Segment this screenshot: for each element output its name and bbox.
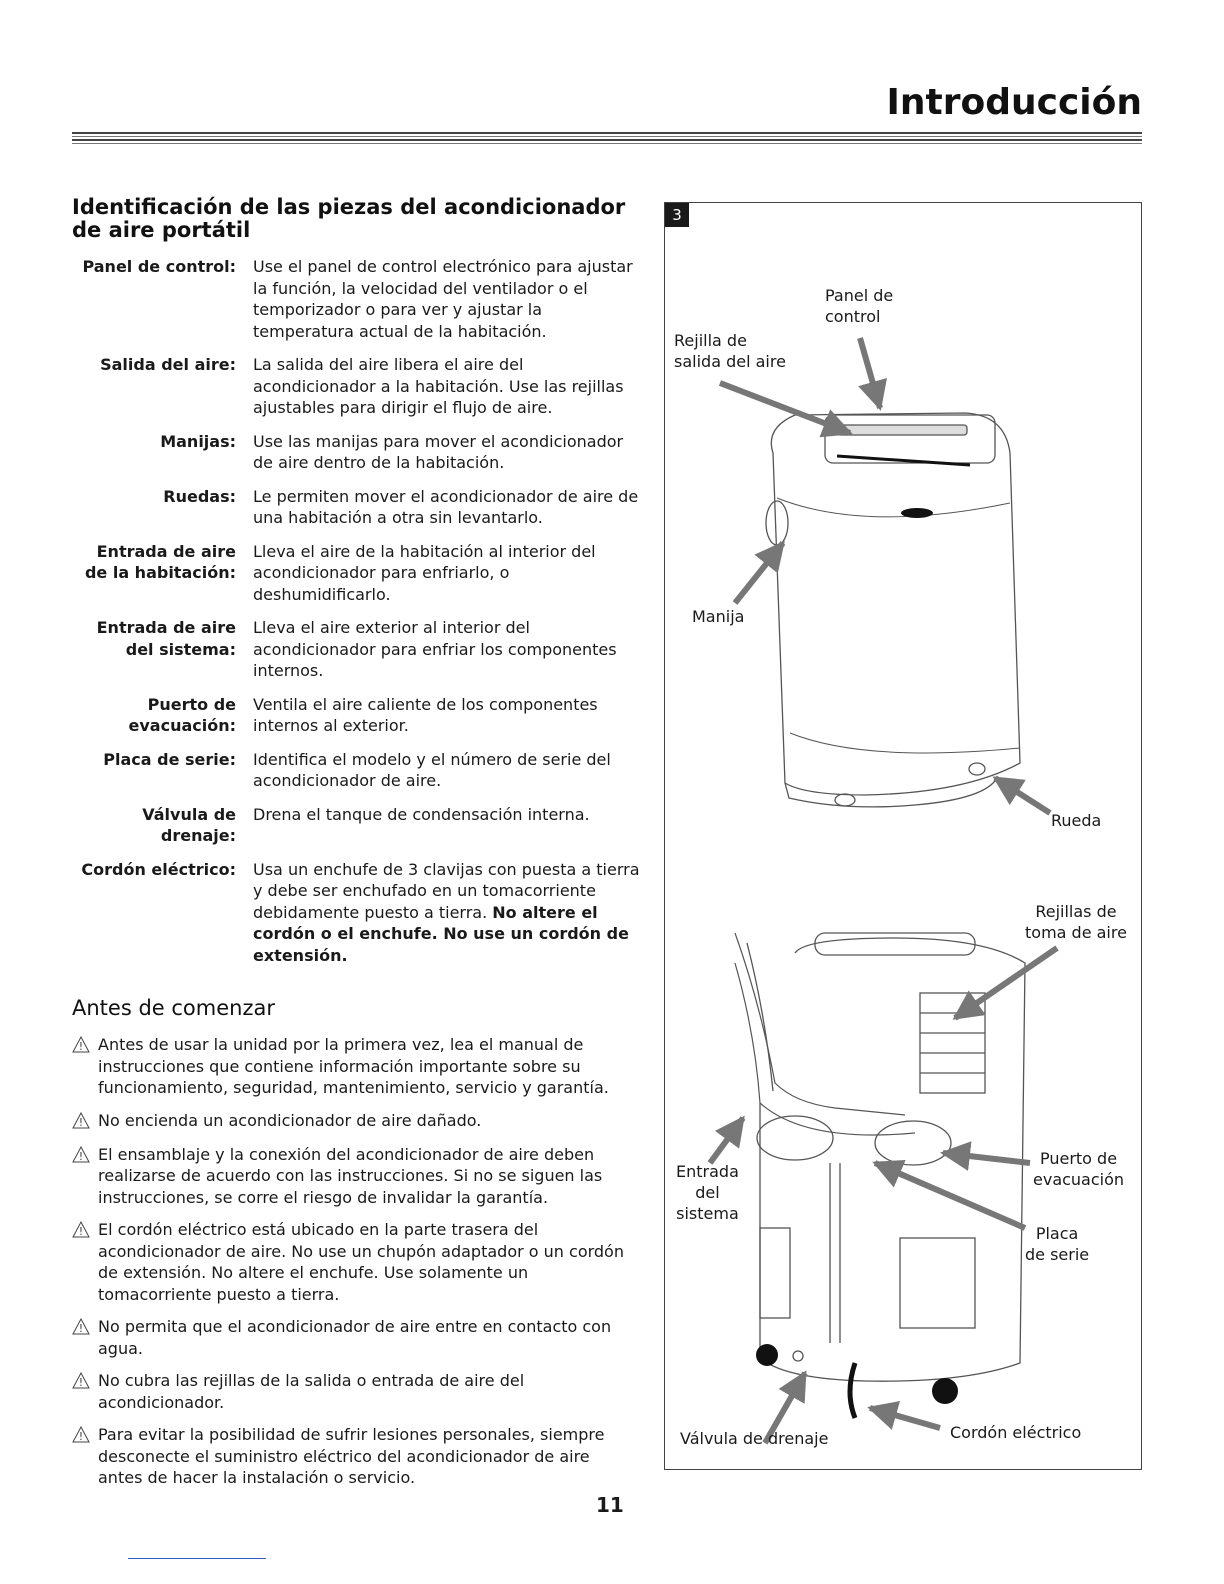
callout-entrada-sistema — [676, 1161, 739, 1224]
callout-line: Puerto de — [1039, 1149, 1118, 1168]
warning-item — [72, 1144, 632, 1209]
parts-list — [72, 256, 647, 978]
callout-line: control — [825, 307, 881, 326]
warning-item — [72, 1316, 632, 1359]
warning-text: No encienda un acondicionador de aire dañado. — [98, 1110, 482, 1130]
warning-item — [72, 1424, 632, 1489]
part-description-warning: No altere el cordón o el enchufe. No use un cordón de extensión. — [253, 902, 629, 965]
part-term: Ruedas: — [163, 486, 236, 506]
warning-text: No cubra las rejillas de la salida o entrada de aire del acondicionador. — [98, 1371, 525, 1412]
part-item — [72, 256, 647, 342]
part-description: Lleva el aire de la habitación al interior del acondicionador para enfriarlo, o deshumidificarlo. — [253, 541, 596, 604]
svg-text:!: ! — [78, 1430, 84, 1443]
warning-item — [72, 1219, 632, 1305]
page-number: 11 — [596, 1493, 624, 1517]
part-item — [72, 354, 647, 419]
callout-panel-control — [825, 285, 893, 327]
callout-line: salida del aire — [674, 352, 786, 371]
callout-line: del — [695, 1183, 720, 1202]
callout-line: de serie — [1025, 1245, 1090, 1264]
footer-link-line — [128, 1558, 266, 1559]
part-description: Le permiten mover el acondicionador de aire de una habitación a otra sin levantarlo. — [253, 486, 639, 527]
part-item — [72, 859, 647, 967]
callout-line: sistema — [676, 1204, 739, 1223]
warning-triangle-icon — [72, 1036, 98, 1099]
front-unit-drawing — [766, 413, 1020, 807]
part-term: Puerto de evacuación: — [128, 694, 236, 735]
callout-line: evacuación — [1033, 1170, 1125, 1189]
part-item — [72, 749, 647, 792]
part-description: Ventila el aire caliente de los componentes internos al exterior. — [253, 694, 598, 735]
figure-number-badge: 3 — [665, 203, 689, 227]
callout-cordon-electrico: Cordón eléctrico — [950, 1423, 1082, 1442]
svg-text:!: ! — [78, 1040, 84, 1053]
warning-item — [72, 1110, 632, 1133]
part-description: Use las manijas para mover el acondicionador de aire dentro de la habitación. — [253, 431, 624, 472]
warning-triangle-icon — [72, 1426, 98, 1489]
header-rule — [72, 132, 1142, 148]
warning-triangle-icon — [72, 1221, 98, 1305]
warning-triangle-icon — [72, 1318, 98, 1359]
part-term: Válvula de drenaje: — [142, 804, 236, 845]
parts-heading: Identificación de las piezas del acondicionador de aire portátil — [72, 195, 626, 242]
part-description: La salida del aire libera el aire del acondicionador a la habitación. Use las rejillas ajustables para dirigir el flujo de aire. — [253, 355, 624, 417]
callout-placa-serie — [1025, 1223, 1089, 1265]
figure-panel — [664, 202, 1142, 1470]
part-item — [72, 486, 647, 529]
part-item — [72, 541, 647, 606]
air-conditioner-illustration — [665, 203, 1141, 1469]
part-term: Manijas: — [160, 431, 236, 451]
part-item — [72, 431, 647, 474]
warning-text: No permita que el acondicionador de aire entre en contacto con agua. — [98, 1317, 612, 1358]
callout-rejillas-toma — [1025, 901, 1127, 943]
part-term: Salida del aire: — [100, 355, 236, 374]
callout-valvula-drenaje: Válvula de drenaje — [680, 1429, 829, 1448]
section-title: Introducción — [886, 82, 1142, 123]
callout-manija: Manija — [692, 607, 745, 626]
part-term: Placa de serie: — [103, 749, 236, 769]
part-item — [72, 617, 647, 682]
part-description: Use el panel de control electrónico para ajustar la función, la velocidad del ventilador o el temporizador o para ver y ajustar la temperatura actual de la habitación. — [253, 257, 633, 341]
svg-text:!: ! — [78, 1225, 84, 1238]
callout-line: Rejilla de — [674, 331, 747, 350]
part-item — [72, 694, 647, 737]
warning-item — [72, 1034, 632, 1099]
callout-line: Placa — [1035, 1224, 1079, 1243]
svg-text:!: ! — [78, 1149, 84, 1163]
callout-puerto-evacuacion — [1033, 1148, 1124, 1190]
part-term: Entrada de aire de la habitación: — [84, 541, 236, 582]
callout-line: Entrada — [676, 1162, 739, 1181]
before-heading: Antes de comenzar — [72, 996, 275, 1020]
callout-line: Rejillas de — [1035, 902, 1117, 921]
warning-list — [72, 1034, 632, 1500]
part-term: Panel de control: — [82, 257, 236, 276]
part-description: Lleva el aire exterior al interior del acondicionador para enfriar los componentes internos. — [253, 618, 617, 680]
warning-triangle-icon — [72, 1372, 98, 1413]
warning-text: El ensamblaje y la conexión del acondicionador de aire deben realizarse de acuerdo con las instrucciones. Si no se siguen las instrucciones, se corre el riesgo de invalidar la garantía. — [98, 1144, 603, 1207]
callout-line: Panel de — [825, 286, 894, 305]
svg-text:!: ! — [78, 1322, 84, 1335]
callout-rueda: Rueda — [1051, 811, 1102, 830]
part-description — [253, 859, 647, 967]
part-item — [72, 804, 647, 847]
warning-triangle-icon — [72, 1146, 98, 1209]
part-description-text: Usa un enchufe de 3 clavijas con puesta a tierra y debe ser enchufado en un tomacorriente debidamente puesto a tierra. — [253, 859, 640, 922]
part-term: Cordón eléctrico: — [81, 859, 236, 879]
callout-line: toma de aire — [1025, 923, 1127, 942]
svg-text:!: ! — [78, 1376, 84, 1389]
warning-triangle-icon — [72, 1112, 98, 1133]
warning-item — [72, 1370, 632, 1413]
part-term: Entrada de aire del sistema: — [96, 618, 236, 659]
svg-text:!: ! — [78, 1115, 84, 1129]
rear-unit-drawing — [735, 933, 1025, 1418]
part-description: Identifica el modelo y el número de serie del acondicionador de aire. — [253, 749, 611, 790]
warning-text: Antes de usar la unidad por la primera vez, lea el manual de instrucciones que contiene información importante sobre su funcionamiento, seguridad, mantenimiento, servicio y garantía. — [98, 1035, 609, 1097]
warning-text: Para evitar la posibilidad de sufrir lesiones personales, siempre desconecte el suministro eléctrico del acondicionador de aire antes de hacer la instalación o servicio. — [98, 1425, 605, 1487]
callout-rejilla-salida — [674, 330, 786, 372]
warning-text: El cordón eléctrico está ubicado en la parte trasera del acondicionador de aire. No use un chupón adaptador o un cordón de extensión. No altere el enchufe. Use solamente un tomacorriente puesto a tierra. — [98, 1220, 624, 1304]
part-description: Drena el tanque de condensación interna. — [253, 804, 590, 824]
